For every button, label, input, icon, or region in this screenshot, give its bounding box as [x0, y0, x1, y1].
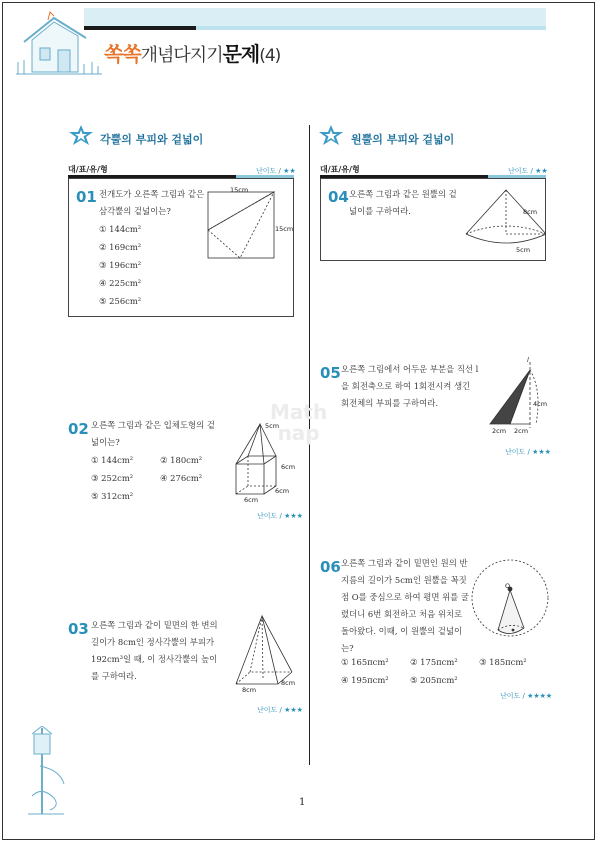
difficulty-label: 난이도 / ★★★ [257, 706, 303, 714]
question-number: 01 [76, 188, 97, 206]
difficulty-label-right: 난이도 / ★★ [508, 167, 548, 175]
fig-label: 5cm [516, 246, 531, 254]
question-number: 06 [320, 558, 341, 576]
option-4[interactable]: ④ 225cm² [99, 278, 142, 288]
option-4[interactable]: ④ 195πcm² [341, 675, 389, 685]
option-3[interactable]: ③ 185πcm² [479, 657, 527, 667]
watermark-line: nap [277, 421, 320, 445]
question-text: 전개도가 오른쪽 그림과 같은 삼각뿔의 겉넓이는? [99, 189, 205, 216]
question-text: 오른쪽 그림과 같은 원뿔의 겉넓이를 구하여라. [349, 189, 457, 216]
header-bar [84, 8, 546, 28]
question-number: 03 [68, 620, 89, 638]
title-part2: 개념다지기 [140, 45, 223, 66]
fig-label: 5cm [265, 422, 280, 430]
option-2[interactable]: ② 180cm² [160, 455, 203, 465]
question-text: 오른쪽 그림과 같은 입체도형의 겉넓이는? [91, 420, 215, 447]
fig-label-top: 15cm [230, 186, 249, 194]
title-part1: 쏙쏙 [104, 42, 141, 66]
header-bar-dark [84, 26, 196, 30]
fig-label: 6cm [281, 463, 296, 471]
star-icon [318, 124, 344, 146]
watermark-line: Math [270, 400, 328, 424]
option-5[interactable]: ⑤ 256cm² [99, 296, 142, 306]
page-number: 1 [299, 797, 306, 808]
difficulty-label: 난이도 / ★★★ [505, 448, 551, 456]
section-heading-left: 각뿔의 부피와 겉넓이 [100, 133, 204, 146]
category-label-right: 대/표/유/형 [320, 165, 360, 174]
question-text: 오른쪽 그림과 같이 밑면의 한 변의 길이가 8cm인 정사각뿔의 부피가 192cm³일 때, 이 정사각뿔의 높이를 구하여라. [91, 620, 218, 681]
fig-label-right: 15cm [275, 225, 294, 233]
option-3[interactable]: ③ 196cm² [99, 260, 142, 270]
difficulty-label-left: 난이도 / ★★ [256, 167, 296, 175]
question-number: 02 [68, 420, 89, 438]
option-2[interactable]: ② 175πcm² [410, 657, 458, 667]
option-1[interactable]: ① 144cm² [99, 224, 142, 234]
header-bar-light [196, 26, 546, 30]
fig-label: 8cm [523, 208, 538, 216]
title-part3: 문제 [222, 42, 260, 66]
fig-label: 6cm [275, 487, 290, 495]
star-icon [68, 124, 94, 146]
column-divider [309, 125, 310, 765]
rolling-cone-figure [470, 556, 550, 640]
fig-label: 6cm [244, 496, 259, 504]
fig-label: 8cm [242, 686, 257, 694]
option-3[interactable]: ③ 252cm² [91, 473, 134, 483]
cone-figure [462, 186, 546, 254]
rotation-figure [486, 360, 546, 432]
category-label-left: 대/표/유/형 [68, 165, 108, 174]
option-1[interactable]: ① 165πcm² [341, 657, 389, 667]
fig-label: 2cm [514, 427, 529, 435]
option-2[interactable]: ② 169cm² [99, 242, 142, 252]
option-1[interactable]: ① 144cm² [91, 455, 134, 465]
option-4[interactable]: ④ 276cm² [160, 473, 203, 483]
vertex-label: O [505, 582, 511, 590]
axis-label: l [527, 356, 529, 364]
watermark [270, 402, 327, 444]
fig-label: 8cm [281, 679, 296, 687]
difficulty-label: 난이도 / ★★★★ [500, 692, 553, 700]
option-5[interactable]: ⑤ 205πcm² [410, 675, 458, 685]
page-title [104, 38, 280, 67]
option-5[interactable]: ⑤ 312cm² [91, 491, 134, 501]
fig-label: 2cm [492, 427, 507, 435]
title-part4: (4) [259, 46, 281, 66]
question-text: 오른쪽 그림에서 어두운 부분을 직선 l을 회전축으로 하여 1회전시켜 생긴 회전체의 부피를 구하여라. [341, 364, 479, 408]
question-text: 오른쪽 그림과 같이 밑면인 원의 반지름의 길이가 5cm인 원뿔을 꼭짓점 O를 중심으로 하여 평면 위를 굴렸더니 6번 회전하고 처음 위치로 돌아왔다. 이때, 이 원뿔의 겉넓이는? [341, 558, 470, 653]
section-heading-right: 원뿔의 부피와 겉넓이 [351, 133, 455, 146]
fig-label: 4cm [533, 400, 548, 408]
lamp-illustration [20, 726, 70, 818]
question-number: 05 [320, 364, 341, 382]
question-number: 04 [328, 188, 349, 206]
difficulty-label: 난이도 / ★★★ [257, 512, 303, 520]
net-figure [206, 190, 278, 262]
